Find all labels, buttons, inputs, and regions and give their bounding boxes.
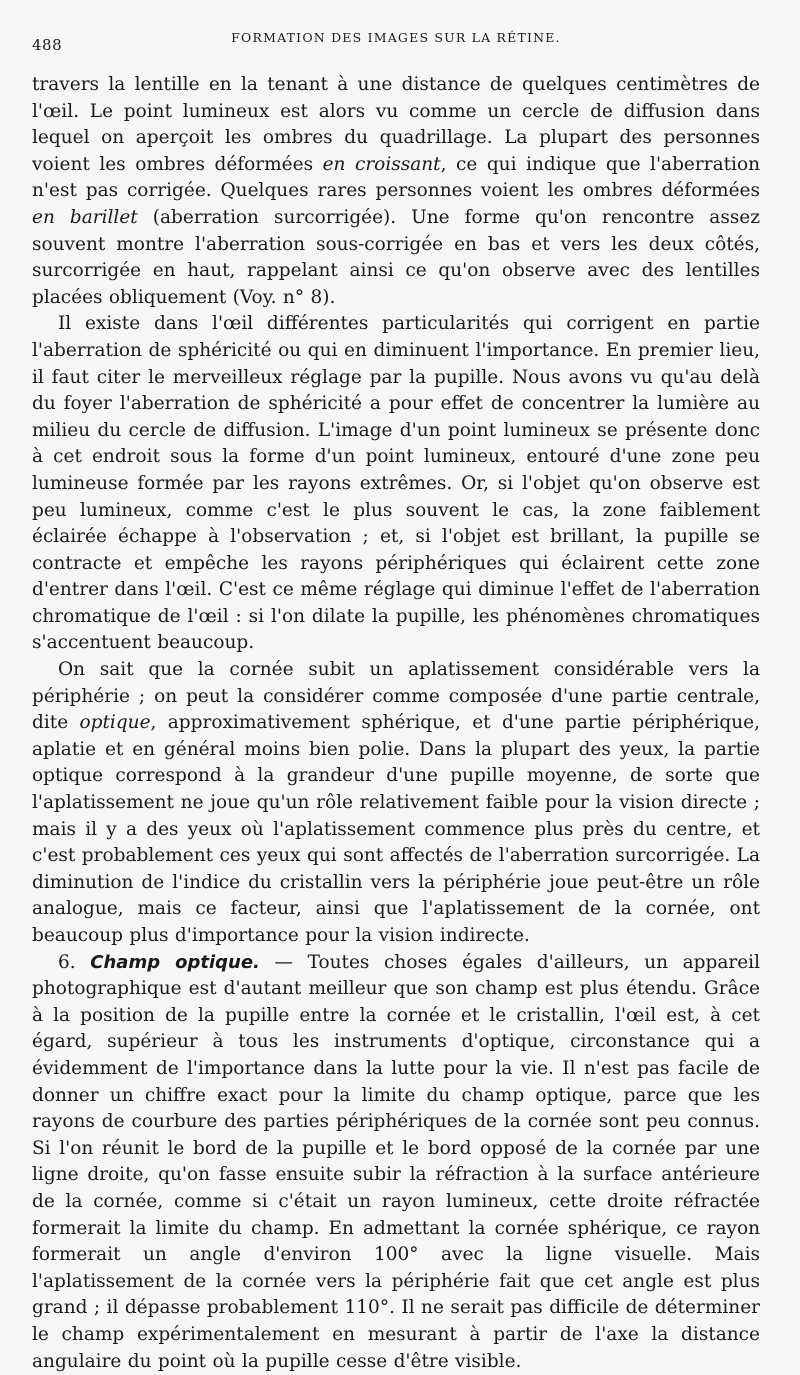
paragraph-text: (aberration surcorrigée). Une forme qu'on rencontre assez souvent montre l'aberration sous-corrigée en bas et vers les deux côtés, surcorrigée en haut, rappelant ainsi ce qu'on observe avec des lentilles placées obliquement (Voy. n° 8). [32,206,761,308]
paragraph-continuation [32,72,760,311]
paragraph-text: — Toutes choses égales d'ailleurs, un appareil photographique est d'autant meilleur que son champ est plus étendu. Grâce à la position de la pupille entre la cornée et le cristallin, l'œil est, à cet égard, supérieur à tous les instruments d'optique, circonstance qui a évidemment de l'importance dans la lutte pour la vie. Il n'est pas facile de donner un chiffre exact pour la limite du champ optique, parce que les rayons de courbure des parties périphériques de la cornée sont peu connus. Si l'on réunit le bord de la pupille et le bord opposé de la cornée par une ligne droite, qu'on fasse ensuite subir la réfraction à la surface antérieure de la cornée, comme si c'était un rayon lumineux, cette droite réfractée formerait la limite du champ. En admettant la cornée sphérique, ce rayon formerait un angle d'environ 100° avec la ligne visuelle. Mais l'aplatissement de la cornée vers la périphérie fait que cet angle est plus grand ; il dépasse probablement 110°. Il ne serait pas difficile de déterminer le champ expérimentalement en mesurant à partir de l'axe la distance angulaire du point où la pupille cesse d'être visible. [32,951,761,1372]
paragraph [32,657,760,950]
section-number: 6. [58,951,76,973]
running-title: FORMATION DES IMAGES SUR LA RÉTINE. [231,30,561,45]
section-paragraph [32,950,760,1375]
paragraph-text: , approximativement sphérique, et d'une partie périphérique, aplatie et en général moins bien polie. Dans la plupart des yeux, la partie optique correspond à la grandeur d'une pupille moyenne, de sorte que l'aplatissement ne joue qu'un rôle relativement faible pour la vision directe ; mais il y a des yeux où l'aplatissement commence plus près du centre, et c'est probablement ces yeux qui sont affectés de l'aberration surcorrigée. La diminution de l'indice du cristallin vers la périphérie joue peut-être un rôle analogue, mais ce facteur, ainsi que l'aplatissement de la cornée, ont beaucoup plus d'importance pour la vision indirecte. [32,712,760,946]
emphasis-text: en barillet [32,206,138,228]
paragraph-text: On sait que la cornée subit un aplatissement considérable vers la périphérie ; on peut la considérer comme composée d'une partie centrale, dite [32,659,760,734]
section-title: Champ optique. [90,951,260,973]
paragraph-text: travers la lentille en la tenant à une distance de quelques centimètres de l'œil. Le point lumineux est alors vu comme un cercle de diffusion dans lequel on aperçoit les ombres du quadrillage. La plupart des personnes voient les ombres déformées [32,74,760,175]
emphasis-text: en croissant [322,153,441,175]
emphasis-text: optique [79,712,151,734]
page-number: 488 [32,36,63,54]
paragraph: Il existe dans l'œil différentes particularités qui corrigent en partie l'aberration de sphéricité ou qui en diminuent l'importance. En premier lieu, il faut citer le merveilleux réglage par la pupille. Nous avons vu qu'au delà du foyer l'aberration de sphéricité a pour effet de concentrer la lumière au milieu du cercle de diffusion. L'image d'un point lumineux se présente donc à cet endroit sous la forme d'un point lumineux, entouré d'une zone peu lumineuse formée par les rayons extrêmes. Or, si l'objet qu'on observe est peu lumineux, comme c'est le plus souvent le cas, la zone faiblement éclairée échappe à l'observation ; et, si l'objet est brillant, la pupille se contracte et empêche les rayons périphériques qui éclairent cette zone d'entrer dans l'œil. C'est ce même réglage qui diminue l'effet de l'aberration chromatique de l'œil : si l'on dilate la pupille, les phénomènes chromatiques s'accentuent beaucoup. [32,313,760,654]
body-text [32,72,760,1375]
page-header [32,30,760,58]
paragraph-text: , ce qui indique que l'aberration n'est pas corrigée. Quelques rares personnes voient les ombres déformées [32,153,761,202]
